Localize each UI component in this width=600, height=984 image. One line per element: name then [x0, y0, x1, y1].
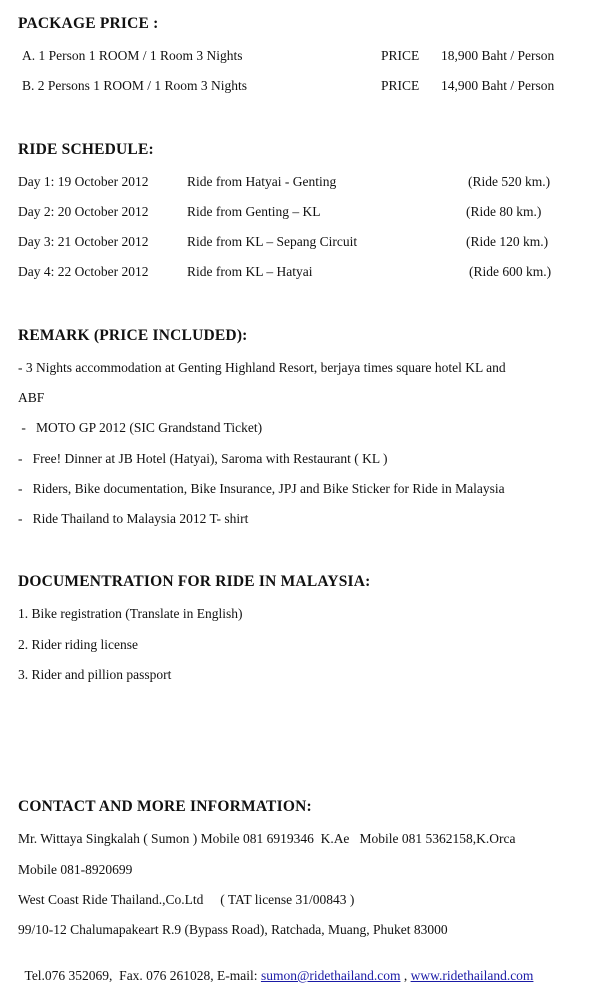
contact-mobile-line: Mr. Wittaya Singkalah ( Sumon ) Mobile 081 6919346 K.Ae Mobile 081 5362158,K.Orca — [18, 831, 516, 846]
schedule-day-3-date: Day 3: 21 October 2012 — [18, 234, 149, 249]
schedule-day-4-date: Day 4: 22 October 2012 — [18, 264, 149, 279]
package-row-b-label: B. 2 Persons 1 ROOM / 1 Room 3 Nights — [22, 78, 248, 93]
link-separator: , — [400, 968, 411, 983]
schedule-day-1-date: Day 1: 19 October 2012 — [18, 174, 149, 189]
remark-line-tshirt: - Ride Thailand to Malaysia 2012 T- shirt — [18, 511, 249, 526]
schedule-day-4-distance: (Ride 600 km.) — [469, 264, 552, 279]
remark-heading: REMARK (PRICE INCLUDED): — [18, 327, 248, 344]
schedule-day-1-distance: (Ride 520 km.) — [468, 174, 551, 189]
documentation-item-1: 1. Bike registration (Translate in English) — [18, 606, 243, 621]
remark-line-abf: ABF — [18, 390, 45, 405]
package-price-heading: PACKAGE PRICE : — [18, 15, 159, 32]
schedule-day-1-route: Ride from Hatyai - Genting — [187, 174, 337, 189]
package-row-b-price: 14,900 Baht / Person — [441, 78, 555, 93]
tel-fax-text: Tel.076 352069, Fax. 076 261028, E-mail: — [24, 968, 261, 983]
company-line: West Coast Ride Thailand.,Co.Ltd ( TAT license 31/00843 ) — [18, 892, 355, 907]
website-link[interactable]: www.ridethailand.com — [410, 968, 534, 983]
schedule-day-2-date: Day 2: 20 October 2012 — [18, 204, 149, 219]
schedule-day-3-route: Ride from KL – Sepang Circuit — [187, 234, 358, 249]
remark-line-dinner: - Free! Dinner at JB Hotel (Hatyai), Saroma with Restaurant ( KL ) — [18, 451, 388, 466]
schedule-day-2-route: Ride from Genting – KL — [187, 204, 321, 219]
schedule-day-2-distance: (Ride 80 km.) — [466, 204, 542, 219]
schedule-day-4-route: Ride from KL – Hatyai — [187, 264, 313, 279]
contact-heading: CONTACT AND MORE INFORMATION: — [18, 798, 312, 815]
contact-mobile-line-2: Mobile 081-8920699 — [18, 862, 133, 877]
documentation-item-2: 2. Rider riding license — [18, 637, 138, 652]
package-row-a-label: A. 1 Person 1 ROOM / 1 Room 3 Nights — [22, 48, 243, 63]
ride-schedule-heading: RIDE SCHEDULE: — [18, 141, 154, 158]
documentation-item-3: 3. Rider and pillion passport — [18, 667, 172, 682]
package-row-a-price: 18,900 Baht / Person — [441, 48, 555, 63]
package-row-b-price-label: PRICE — [381, 78, 420, 93]
remark-line-accommodation: - 3 Nights accommodation at Genting Highland Resort, berjaya times square hotel KL and — [18, 360, 506, 375]
package-row-a-price-label: PRICE — [381, 48, 420, 63]
email-link[interactable]: sumon@ridethailand.com — [260, 968, 401, 983]
schedule-day-3-distance: (Ride 120 km.) — [466, 234, 549, 249]
remark-line-documentation: - Riders, Bike documentation, Bike Insurance, JPJ and Bike Sticker for Ride in Malaysia — [18, 481, 505, 496]
documentation-heading: DOCUMENTRATION FOR RIDE IN MALAYSIA: — [18, 573, 371, 590]
remark-line-motogp: - MOTO GP 2012 (SIC Grandstand Ticket) — [18, 420, 263, 435]
address-line: 99/10-12 Chalumapakeart R.9 (Bypass Road), Ratchada, Muang, Phuket 83000 — [18, 922, 448, 937]
tel-fax-email-line — [18, 952, 533, 984]
